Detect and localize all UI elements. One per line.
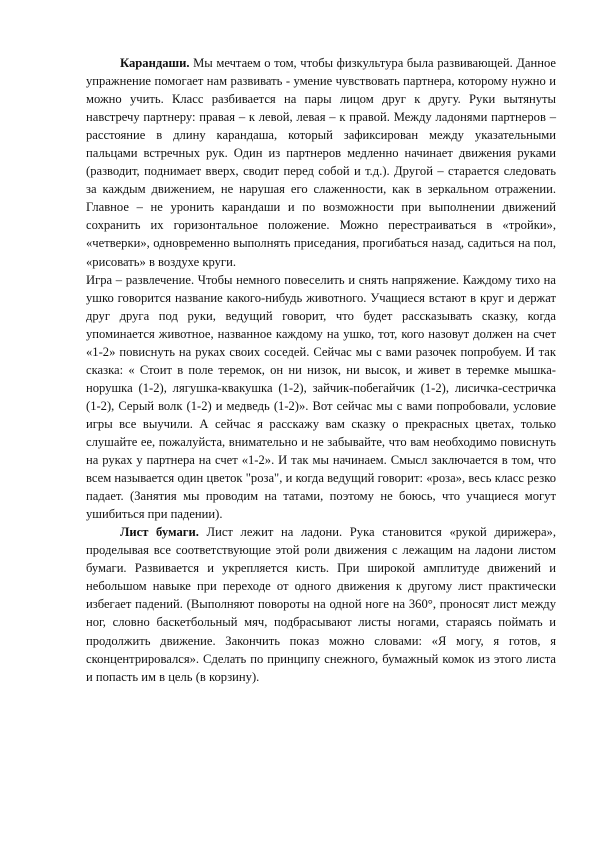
paragraph-text-game: Игра – развлечение. Чтобы немного повеселить и снять напряжение. Каждому тихо на ушко говорится название какого-нибудь животного. Учащиеся встают в круг и держат друг друга под руки, ведущий говорит, что будет рассказывать сказку, когда упоминается животное, названное каждому на ушко, тот, кого назовут должен на счет «1-2» повиснуть на руках своих соседей. Сейчас мы с вами разочек попробуем. И так сказка: « Стоит в поле теремок, он ни низок, ни высок, и живет в теремке мышка-норушка (1-2), лягушка-квакушка (1-2), зайчик-побегайчик (1-2), лисичка-сестричка (1-2), Серый волк (1-2) и медведь (1-2)». Вот сейчас мы с вами попробовали, условие игры все выучили. А сейчас я расскажу вам сказку о прекрасных цветах, только слушайте ее, пожалуйста, внимательно и не забывайте, что вам необходимо повиснуть на руках у партнера на счет «1-2». И так мы начинаем. Смысл заключается в том, что всем называется один цветок "роза", и когда ведущий говорит: «роза», весь класс резко падает. (Занятия мы проводим на татами, поэтому не боюсь, что учащиеся могут ушибиться при падении).	[86, 272, 556, 522]
paragraph-game	[86, 271, 556, 524]
paragraph-paper-sheet	[86, 523, 556, 685]
paragraph-pencils	[86, 54, 556, 271]
document-page	[86, 54, 556, 686]
paragraph-text-pencils: Мы мечтаем о том, чтобы физкультура была развивающей. Данное упражнение помогает нам развивать - умение чувствовать партнера, которому нужно и можно учить. Класс разбивается на пары лицом друг к другу. Руки вытянуты навстречу партнеру: правая – к левой, левая – к правой. Между ладонями партнеров – расстояние в длину карандаша, который зафиксирован между указательными пальцами встречных рук. Один из партнеров медленно начинает движения руками (разводит, поднимает вверх, сводит перед собой и т.д.). Другой – старается следовать за каждым движением, не нарушая его слаженности, как в зеркальном отражении. Главное – не уронить карандаши и по возможности при выполнении движений сохранить их горизонтальное положение. Можно перестраиваться в «тройки», «четверки», одновременно выполнять приседания, прогибаться назад, садиться на пол, «рисовать» в воздухе круги.	[86, 56, 556, 269]
paragraph-lead-pencils: Карандаши.	[120, 56, 190, 70]
paragraph-lead-paper-sheet: Лист бумаги.	[120, 525, 199, 540]
paragraph-text-paper-sheet: Лист лежит на ладони. Рука становится «рукой дирижера», проделывая все соответствующие этой роли движения с лежащим на ладони листом бумаги. Развивается и укрепляется кисть. При широкой амплитуде движений и небольшом навыке при переходе от одного движения к другому лист практически избегает падений. (Выполняют повороты на одной ноге на 360°, проносят лист между ног, словно баскетбольный мяч, подбрасывают листы ногами, стараясь поймать и продолжить движение. Закончить показ можно словами: «Я могу, я готов, я сконцентрировался». Сделать по принципу снежного, бумажный комок из этого листа и попасть им в цель (в корзину).	[86, 525, 556, 684]
